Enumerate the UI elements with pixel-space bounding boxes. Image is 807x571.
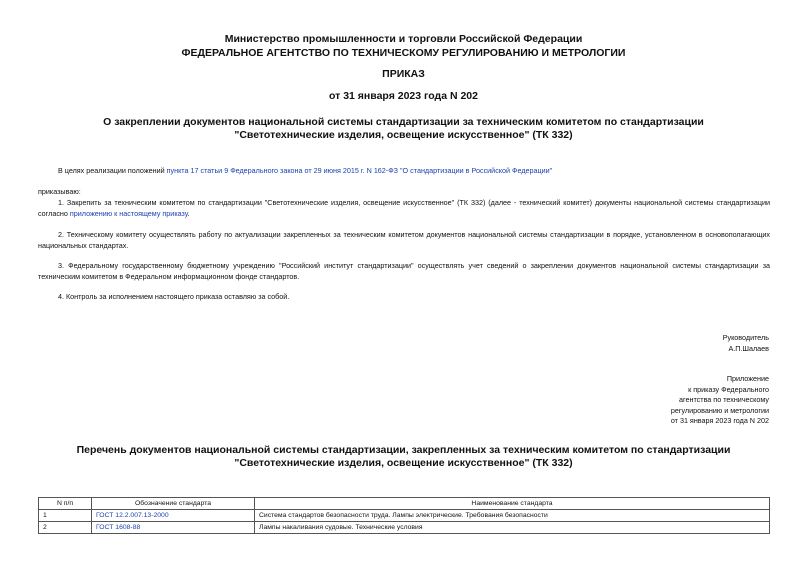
signature-name: А.П.Шалаев — [728, 343, 769, 353]
appendix-line-1: Приложение — [726, 374, 769, 383]
item-1-text: 1. Закрепить за техническим комитетом по стандартизации "Светотехнические изделия, освещение искусственное" (ТК 332) (далее - технический комитет) документы национальной системы стандартизации согласно — [38, 198, 770, 218]
preamble-text: В целях реализации положений — [58, 166, 167, 175]
item-1-end: . — [187, 209, 190, 218]
appendix-link[interactable]: приложению к настоящему приказу — [69, 209, 188, 218]
item-1 — [38, 197, 770, 219]
item-4: 4. Контроль за исполнением настоящего приказа оставляю за собой. — [58, 292, 290, 301]
preamble — [58, 165, 770, 176]
item-2: 2. Техническому комитету осуществлять работу по актуализации закрепленных за техническим комитетом документов национальной системы стандартизации в порядке, установленном в основополагающих национальных стандартах. — [38, 230, 770, 250]
appendix-block — [671, 374, 769, 427]
signature-role: Руководитель — [722, 333, 769, 342]
column-header-name: Наименование стандарта — [255, 498, 770, 510]
signature-block — [723, 333, 769, 354]
row-number: 1 — [39, 510, 92, 522]
order-title: О закреплении документов национальной системы стандартизации за техническим комитетом по стандартизации "Светотехнические изделия, освещение искусственное" (ТК 332) — [103, 116, 704, 141]
ministry-name: Министерство промышленности и торговли Российской Федерации — [224, 33, 583, 45]
appendix-line-5: от 31 января 2023 года N 202 — [670, 416, 769, 425]
table-header-row — [39, 498, 770, 510]
federal-law-link[interactable]: пункта 17 статьи 9 Федерального закона от 29 июня 2015 г. N 162-ФЗ "О стандартизации в Российской Федерации" — [166, 166, 553, 175]
order-word: приказываю: — [38, 187, 81, 196]
row-number: 2 — [39, 522, 92, 534]
order-heading: ПРИКАЗ — [382, 68, 425, 80]
appendix-line-2: к приказу Федерального — [688, 384, 769, 394]
standard-link[interactable]: ГОСТ 12.2.007.13-2000 — [92, 510, 255, 522]
table-row — [39, 510, 770, 522]
appendix-line-3: агентства по техническому — [679, 395, 769, 404]
agency-name: ФЕДЕРАЛЬНОЕ АГЕНТСТВО ПО ТЕХНИЧЕСКОМУ РЕГУЛИРОВАНИЮ И МЕТРОЛОГИИ — [181, 47, 626, 59]
table-row — [39, 522, 770, 534]
appendix-line-4: регулированию и метрологии — [670, 405, 769, 415]
column-header-designation: Обозначение стандарта — [92, 498, 255, 510]
item-3: 3. Федеральному государственному бюджетному учреждению "Российский институт стандартизации" осуществлять учет сведений о закреплении документов национальной системы стандартизации за техническим комитетом в Федеральном информационном фонде стандартов. — [38, 261, 770, 281]
standard-name: Лампы накаливания судовые. Технические условия — [255, 522, 770, 534]
standards-table — [38, 497, 770, 534]
standard-name: Система стандартов безопасности труда. Лампы электрические. Требования безопасности — [255, 510, 770, 522]
list-title: Перечень документов национальной системы стандартизации, закрепленных за техническим комитетом по стандартизации "Светотехнические изделия, освещение искусственное" (ТК 332) — [76, 444, 731, 469]
standard-link[interactable]: ГОСТ 1608-88 — [92, 522, 255, 534]
order-date: от 31 января 2023 года N 202 — [329, 90, 478, 102]
column-header-number: N п/п — [39, 498, 92, 510]
